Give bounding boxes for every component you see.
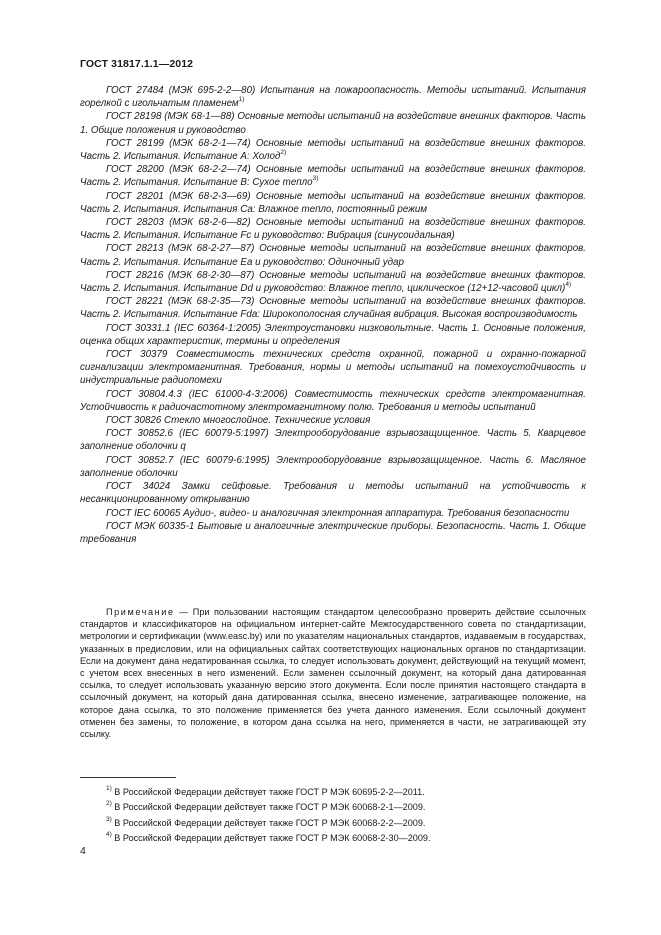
reference-item: ГОСТ 34024 Замки сейфовые. Требования и методы испытаний на устойчивость к несанкционированному открыванию [80, 481, 586, 506]
reference-item: ГОСТ 28200 (МЭК 68-2-2—74) Основные методы испытаний на воздействие внешних факторов. Часть 2. Испытания. Испытание В: Сухое тепло$^{3)}$ [80, 164, 586, 189]
footnote-mark[interactable]: 2) [280, 148, 287, 156]
footnote-mark: 3) [106, 815, 112, 823]
page-number: 4 [80, 845, 86, 857]
footnote-separator [80, 777, 176, 778]
footnote-mark[interactable]: 4) [565, 280, 572, 288]
footnotes [80, 785, 586, 847]
footnote-item: $^{3)}$ В Российской Федерации действует также ГОСТ Р МЭК 60068-2-2—2009. [106, 815, 426, 828]
reference-item: ГОСТ 30852.6 (IEC 60079-5:1997) Электрооборудование взрывозащищенное. Часть 5. Кварцевое заполнение оболочки q [80, 428, 586, 453]
note-paragraph [80, 606, 586, 740]
reference-item: ГОСТ 30826 Стекло многослойное. Технические условия [106, 415, 371, 427]
footnote-item: $^{4)}$ В Российской Федерации действует также ГОСТ Р МЭК 60068-2-30—2009. [106, 831, 431, 844]
reference-item: ГОСТ 28198 (МЭК 68-1—88) Основные методы испытаний на воздействие внешних факторов. Часть 1. Общие положения и руководство [80, 111, 586, 136]
note-label: Примечание [106, 607, 175, 617]
page-header: ГОСТ 31817.1.1—2012 [80, 58, 194, 70]
footnote-mark: 1) [106, 784, 112, 792]
reference-item: ГОСТ 28216 (МЭК 68-2-30—87) Основные методы испытаний на воздействие внешних факторов. Часть 2. Испытания. Испытание Dd и руководство: Влажное тепло, циклическое (12+12-часовой цикл)$^{4)}$ [80, 269, 586, 295]
reference-item: ГОСТ 28199 (МЭК 68-2-1—74) Основные методы испытаний на воздействие внешних факторов. Часть 2. Испытания. Испытание А: Холод$^{2)}$ [80, 137, 586, 163]
footnote-mark[interactable]: 3) [312, 175, 319, 183]
reference-item: ГОСТ 28201 (МЭК 68-2-3—69) Основные методы испытаний на воздействие внешних факторов. Часть 2. Испытания. Испытания Са: Влажное тепло, постоянный режим [80, 190, 586, 215]
reference-item: ГОСТ 27484 (МЭК 695-2-2—80) Испытания на пожароопасность. Методы испытаний. Испытания горелкой с игольчатым пламенем$^{1)}$ [80, 85, 586, 110]
reference-item: ГОСТ 30331.1 (IEC 60364-1:2005) Электроустановки низковольтные. Часть 1. Основные положения, оценка общих характеристик, термины и определения [80, 322, 586, 347]
footnote-mark: 4) [106, 831, 112, 839]
footnote-item: $^{1)}$ В Российской Федерации действует также ГОСТ Р МЭК 60695-2-2—2011. [106, 784, 425, 797]
note-text: — При пользовании настоящим стандартом целесообразно проверить действие ссылочных стандартов и классификаторов на официальном интернет-сайте Межгосударственного совета по стандартизации, метрологии и сертификации (www.easc.by) или по указателям национальных стандартов, издаваемым в государствах, указанных в предисловии, или на официальных сайтах соответствующих национальных органов по стандартизации. Если на документ дана недатированная ссылка, то следует использовать документ, действующий на текущий момент, с учетом всех внесенных в него изменений. Если заменен ссылочный документ, на который дана датированная ссылка, то следует использовать указанную версию этого документа. Если после принятия настоящего стандарта в ссылочный документ, на который дана датированная ссылка, внесено изменение, затрагивающее положение, на которое дана ссылка, то это положение применяется без учета данного изменения. Если ссылочный документ отменен без замены, то положение, в котором дана ссылка на него, применяется в части, не затрагивающей эту ссылку. [80, 607, 586, 740]
reference-item: ГОСТ 28221 (МЭК 68-2-35—73) Основные методы испытаний на воздействие внешних факторов. Часть 2. Испытания. Испытание Fda: Широкополосная случайная вибрация. Высокая воспроизводимость [80, 296, 586, 321]
reference-item: ГОСТ 28203 (МЭК 68-2-6—82) Основные методы испытаний на воздействие внешних факторов. Часть 2. Испытания. Испытание Fc и руководство: Вибрация (синусоидальная) [80, 217, 586, 242]
reference-item: ГОСТ 30379 Совместимость технических средств охранной, пожарной и охранно-пожарной сигнализации электромагнитная. Требования, нормы и методы испытаний на помехоустойчивость и индустриальные радиопомехи [80, 349, 586, 387]
footnote-mark[interactable]: 1) [238, 95, 245, 103]
reference-item: ГОСТ 28213 (МЭК 68-2-27—87) Основные методы испытаний на воздействие внешних факторов. Часть 2. Испытания. Испытание Еа и руководство: Одиночный удар [80, 243, 586, 268]
footnote-mark: 2) [106, 800, 112, 808]
footnote-item: $^{2)}$ В Российской Федерации действует также ГОСТ Р МЭК 60068-2-1—2009. [106, 800, 426, 813]
reference-item: ГОСТ МЭК 60335-1 Бытовые и аналогичные электрические приборы. Безопасность. Часть 1. Общие требования [80, 520, 586, 545]
reference-item: ГОСТ IEC 60065 Аудио-, видео- и аналогичная электронная аппаратура. Требования безопасности [106, 507, 570, 519]
normative-references-list [80, 84, 586, 546]
reference-item: ГОСТ 30804.4.3 (IEC 61000-4-3:2006) Совместимость технических средств электромагнитная. Устойчивость к радиочастотному электромагнитному полю. Требования и методы испытаний [80, 388, 586, 413]
reference-item: ГОСТ 30852.7 (IEC 60079-6:1995) Электрооборудование взрывозащищенное. Часть 6. Масляное заполнение оболочки [80, 454, 586, 479]
